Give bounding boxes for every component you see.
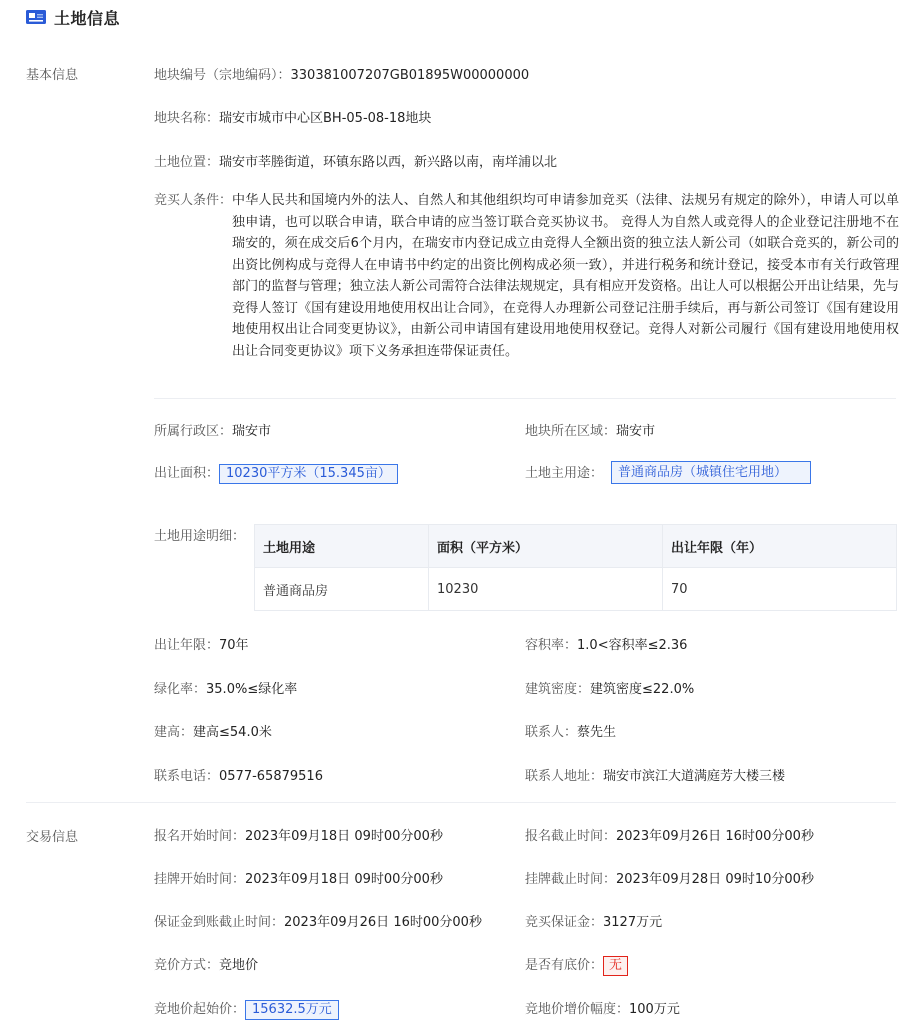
field-label: 联系电话：: [154, 769, 220, 784]
field-use-detail-label: 土地用途明细：: [154, 529, 246, 544]
field-label: 挂牌截止时间：: [525, 872, 617, 887]
column-header: 面积（平方米）: [429, 525, 663, 568]
field-admin-region: [154, 420, 271, 439]
field-label: 挂牌开始时间：: [154, 872, 246, 887]
field-value: 2023年09月18日 09时00分00秒: [245, 829, 443, 844]
field-main-use: [525, 462, 603, 481]
field-value: 2023年09月26日 16时00分00秒: [284, 915, 482, 930]
section-label-trade: 交易信息: [26, 830, 79, 845]
field-contact: [525, 721, 616, 740]
id-card-icon: [26, 10, 46, 24]
field-reg-end: [525, 825, 814, 844]
field-deposit-deadline: [154, 911, 482, 930]
field-label: 建高：: [154, 725, 194, 740]
field-label: 保证金到账截止时间：: [154, 915, 285, 930]
field-value: 蔡先生: [577, 725, 617, 740]
field-value: 建高≤54.0米: [193, 725, 272, 740]
field-label: 报名截止时间：: [525, 829, 617, 844]
field-label: 容积率：: [525, 638, 578, 653]
field-location: [154, 151, 557, 170]
divider: [154, 398, 896, 399]
field-list-end: [525, 868, 814, 887]
field-area: [154, 462, 398, 484]
field-list-start: [154, 868, 443, 887]
field-height: [154, 721, 272, 740]
field-label: 联系人：: [525, 725, 578, 740]
column-header: 出让年限（年）: [663, 525, 897, 568]
field-phone: [154, 765, 323, 784]
field-label: 地块编号（宗地编码）：: [154, 68, 291, 83]
field-value: 35.0%≤绿化率: [206, 682, 298, 697]
panel-header: [26, 6, 120, 28]
field-label: 建筑密度：: [525, 682, 591, 697]
field-value: 2023年09月28日 09时10分00秒: [616, 872, 814, 887]
field-green-rate: [154, 678, 297, 697]
field-label: 地块名称：: [154, 111, 220, 126]
page-title: 土地信息: [54, 8, 121, 28]
field-value: 瑞安市滨江大道满庭芳大楼三楼: [603, 769, 786, 784]
field-label: 土地主用途：: [525, 466, 604, 481]
field-value: 2023年09月26日 16时00分00秒: [616, 829, 814, 844]
field-increment: [525, 998, 680, 1017]
field-reg-start: [154, 825, 443, 844]
section-divider: [26, 802, 896, 803]
field-value: 瑞安市: [616, 424, 656, 439]
field-label: 竞买人条件：: [154, 193, 233, 208]
field-building-density: [525, 678, 694, 697]
table-header-row: [255, 525, 897, 568]
column-header: 土地用途: [255, 525, 429, 568]
field-term: [154, 634, 249, 653]
field-bid-method: [154, 954, 258, 973]
main-use-highlight: 普通商品房（城镇住宅用地）: [611, 461, 811, 484]
field-plot-region: [525, 420, 655, 439]
field-label: 竞地价增价幅度：: [525, 1002, 630, 1017]
field-start-price: [154, 998, 339, 1020]
field-value: 竞地价: [219, 958, 259, 973]
field-label: 出让年限：: [154, 638, 220, 653]
field-value: 瑞安市城市中心区BH-05-08-18地块: [219, 111, 432, 126]
field-value: 100万元: [629, 1002, 680, 1017]
field-plot-name: [154, 107, 431, 126]
field-label: 绿化率：: [154, 682, 207, 697]
field-label: 出让面积：: [154, 466, 220, 481]
field-contact-address: [525, 765, 785, 784]
table-row: [255, 568, 897, 611]
section-label-basic: 基本信息: [26, 68, 79, 83]
field-label: 竞价方式：: [154, 958, 220, 973]
field-label: 竞买保证金：: [525, 915, 604, 930]
field-value: 3127万元: [603, 915, 663, 930]
field-label: 联系人地址：: [525, 769, 604, 784]
field-label: 所属行政区：: [154, 424, 233, 439]
reserve-badge: 无: [603, 956, 628, 976]
field-value: 2023年09月18日 09时00分00秒: [245, 872, 443, 887]
field-value: 330381007207GB01895W00000000: [290, 68, 530, 83]
field-reserve-price: [525, 954, 628, 976]
field-label: 地块所在区域：: [525, 424, 617, 439]
field-label: 土地位置：: [154, 155, 220, 170]
field-label: 竞地价起始价：: [154, 1002, 246, 1017]
field-far: [525, 634, 687, 653]
field-deposit: [525, 911, 662, 930]
table-cell: 70: [663, 568, 897, 611]
field-label: 报名开始时间：: [154, 829, 246, 844]
area-highlight: 10230平方米（15.345亩）: [219, 464, 398, 484]
field-label: 是否有底价：: [525, 958, 604, 973]
start-price-highlight: 15632.5万元: [245, 1000, 339, 1020]
field-value: 0577-65879516: [219, 769, 323, 784]
table-cell: 10230: [429, 568, 663, 611]
field-value: 瑞安市: [232, 424, 272, 439]
field-bidder-conditions: [154, 190, 899, 362]
field-value: 中华人民共和国境内外的法人、自然人和其他组织均可申请参加竞买（法律、法规另有规定的除外），申请人可以单独申请，也可以联合申请，联合申请的应当签订联合竞买协议书。 竞得人为自然人或竞得人的企业登记注册地不在瑞安的，须在成交后6个月内，在瑞安市内登记成立由竞得人全额出资的独立法人新公司（如联合竞买的，新公司的出资比例构成与竞得人在申请书中约定的出资比例构成必须一致），并进行税务和统计登记，接受本市有关行政管理部门的监督与管理；独立法人新公司需符合法律法规规定，具有相应开发资格。出让人可以根据公开出让结果，先与竞得人签订《国有建设用地使用权出让合同》，在竞得人办理新公司登记注册手续后，再与新公司签订《国有建设用地使用权出让合同变更协议》，由新公司申请国有建设用地使用权登记。竞得人对新公司履行《国有建设用地使用权出让合同变更协议》项下义务承担连带保证责任。: [232, 193, 899, 359]
field-plot-code: [154, 64, 529, 83]
table-cell: 普通商品房: [255, 568, 429, 611]
field-value: 70年: [219, 638, 249, 653]
field-value: 1.0<容积率≤2.36: [577, 638, 688, 653]
field-value: 瑞安市莘塍街道，环镇东路以西，新兴路以南，南垟浦以北: [219, 155, 558, 170]
land-use-table: [254, 524, 897, 611]
field-value: 建筑密度≤22.0%: [590, 682, 695, 697]
